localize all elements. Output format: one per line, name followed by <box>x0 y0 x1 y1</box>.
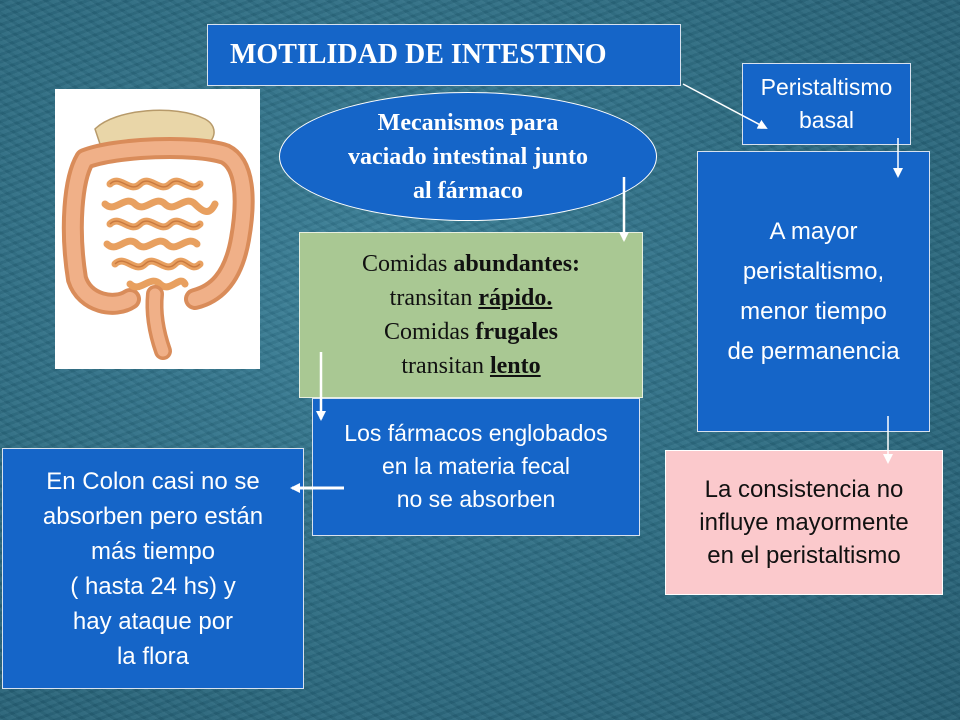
colon-line-1: En Colon casi no se <box>46 467 260 495</box>
mayor-line-4: de permanencia <box>727 337 900 365</box>
colon-line-4: ( hasta 24 hs) y <box>70 572 236 600</box>
mayor-line-3: menor tiempo <box>740 297 887 325</box>
peristaltismo-basal-line-1: Peristaltismo <box>760 74 893 100</box>
comidas-l3-a: Comidas <box>384 319 476 345</box>
slide-title-text: MOTILIDAD DE INTESTINO <box>230 39 607 70</box>
comidas-l4-a: transitan <box>401 353 490 379</box>
consistencia-line-1: La consistencia no <box>704 476 904 503</box>
colon-line-3: más tiempo <box>90 537 216 565</box>
comidas-l2-b: rápido. <box>478 285 553 311</box>
peristaltismo-basal-line-2: basal <box>799 107 854 133</box>
colon-line-2: absorben pero están <box>42 502 264 530</box>
consistencia-line-2: influye mayormente <box>699 509 909 536</box>
mechanism-line-1: Mecanismos para <box>377 109 559 136</box>
comidas-l1-b: abundantes: <box>453 251 581 277</box>
mechanism-line-2: vaciado intestinal junto <box>347 143 589 170</box>
arrow-title-to-basal <box>683 84 766 128</box>
colon-line-6: la flora <box>116 642 190 670</box>
consistencia-line-3: en el peristaltismo <box>707 542 901 569</box>
farmacos-line-2: en la materia fecal <box>382 453 570 479</box>
comidas-l1-a: Comidas <box>361 251 454 277</box>
mayor-line-1: A mayor <box>769 217 858 245</box>
colon-line-5: hay ataque por <box>72 607 234 635</box>
mechanism-line-3: al fármaco <box>413 177 523 204</box>
comidas-l4-b: lento <box>489 353 541 379</box>
farmacos-line-1: Los fármacos englobados <box>344 420 608 446</box>
comidas-l2-a: transitan <box>389 285 479 311</box>
mayor-line-2: peristaltismo, <box>742 257 885 285</box>
farmacos-line-3: no se absorben <box>396 486 556 512</box>
comidas-l3-b: frugales <box>475 319 558 345</box>
